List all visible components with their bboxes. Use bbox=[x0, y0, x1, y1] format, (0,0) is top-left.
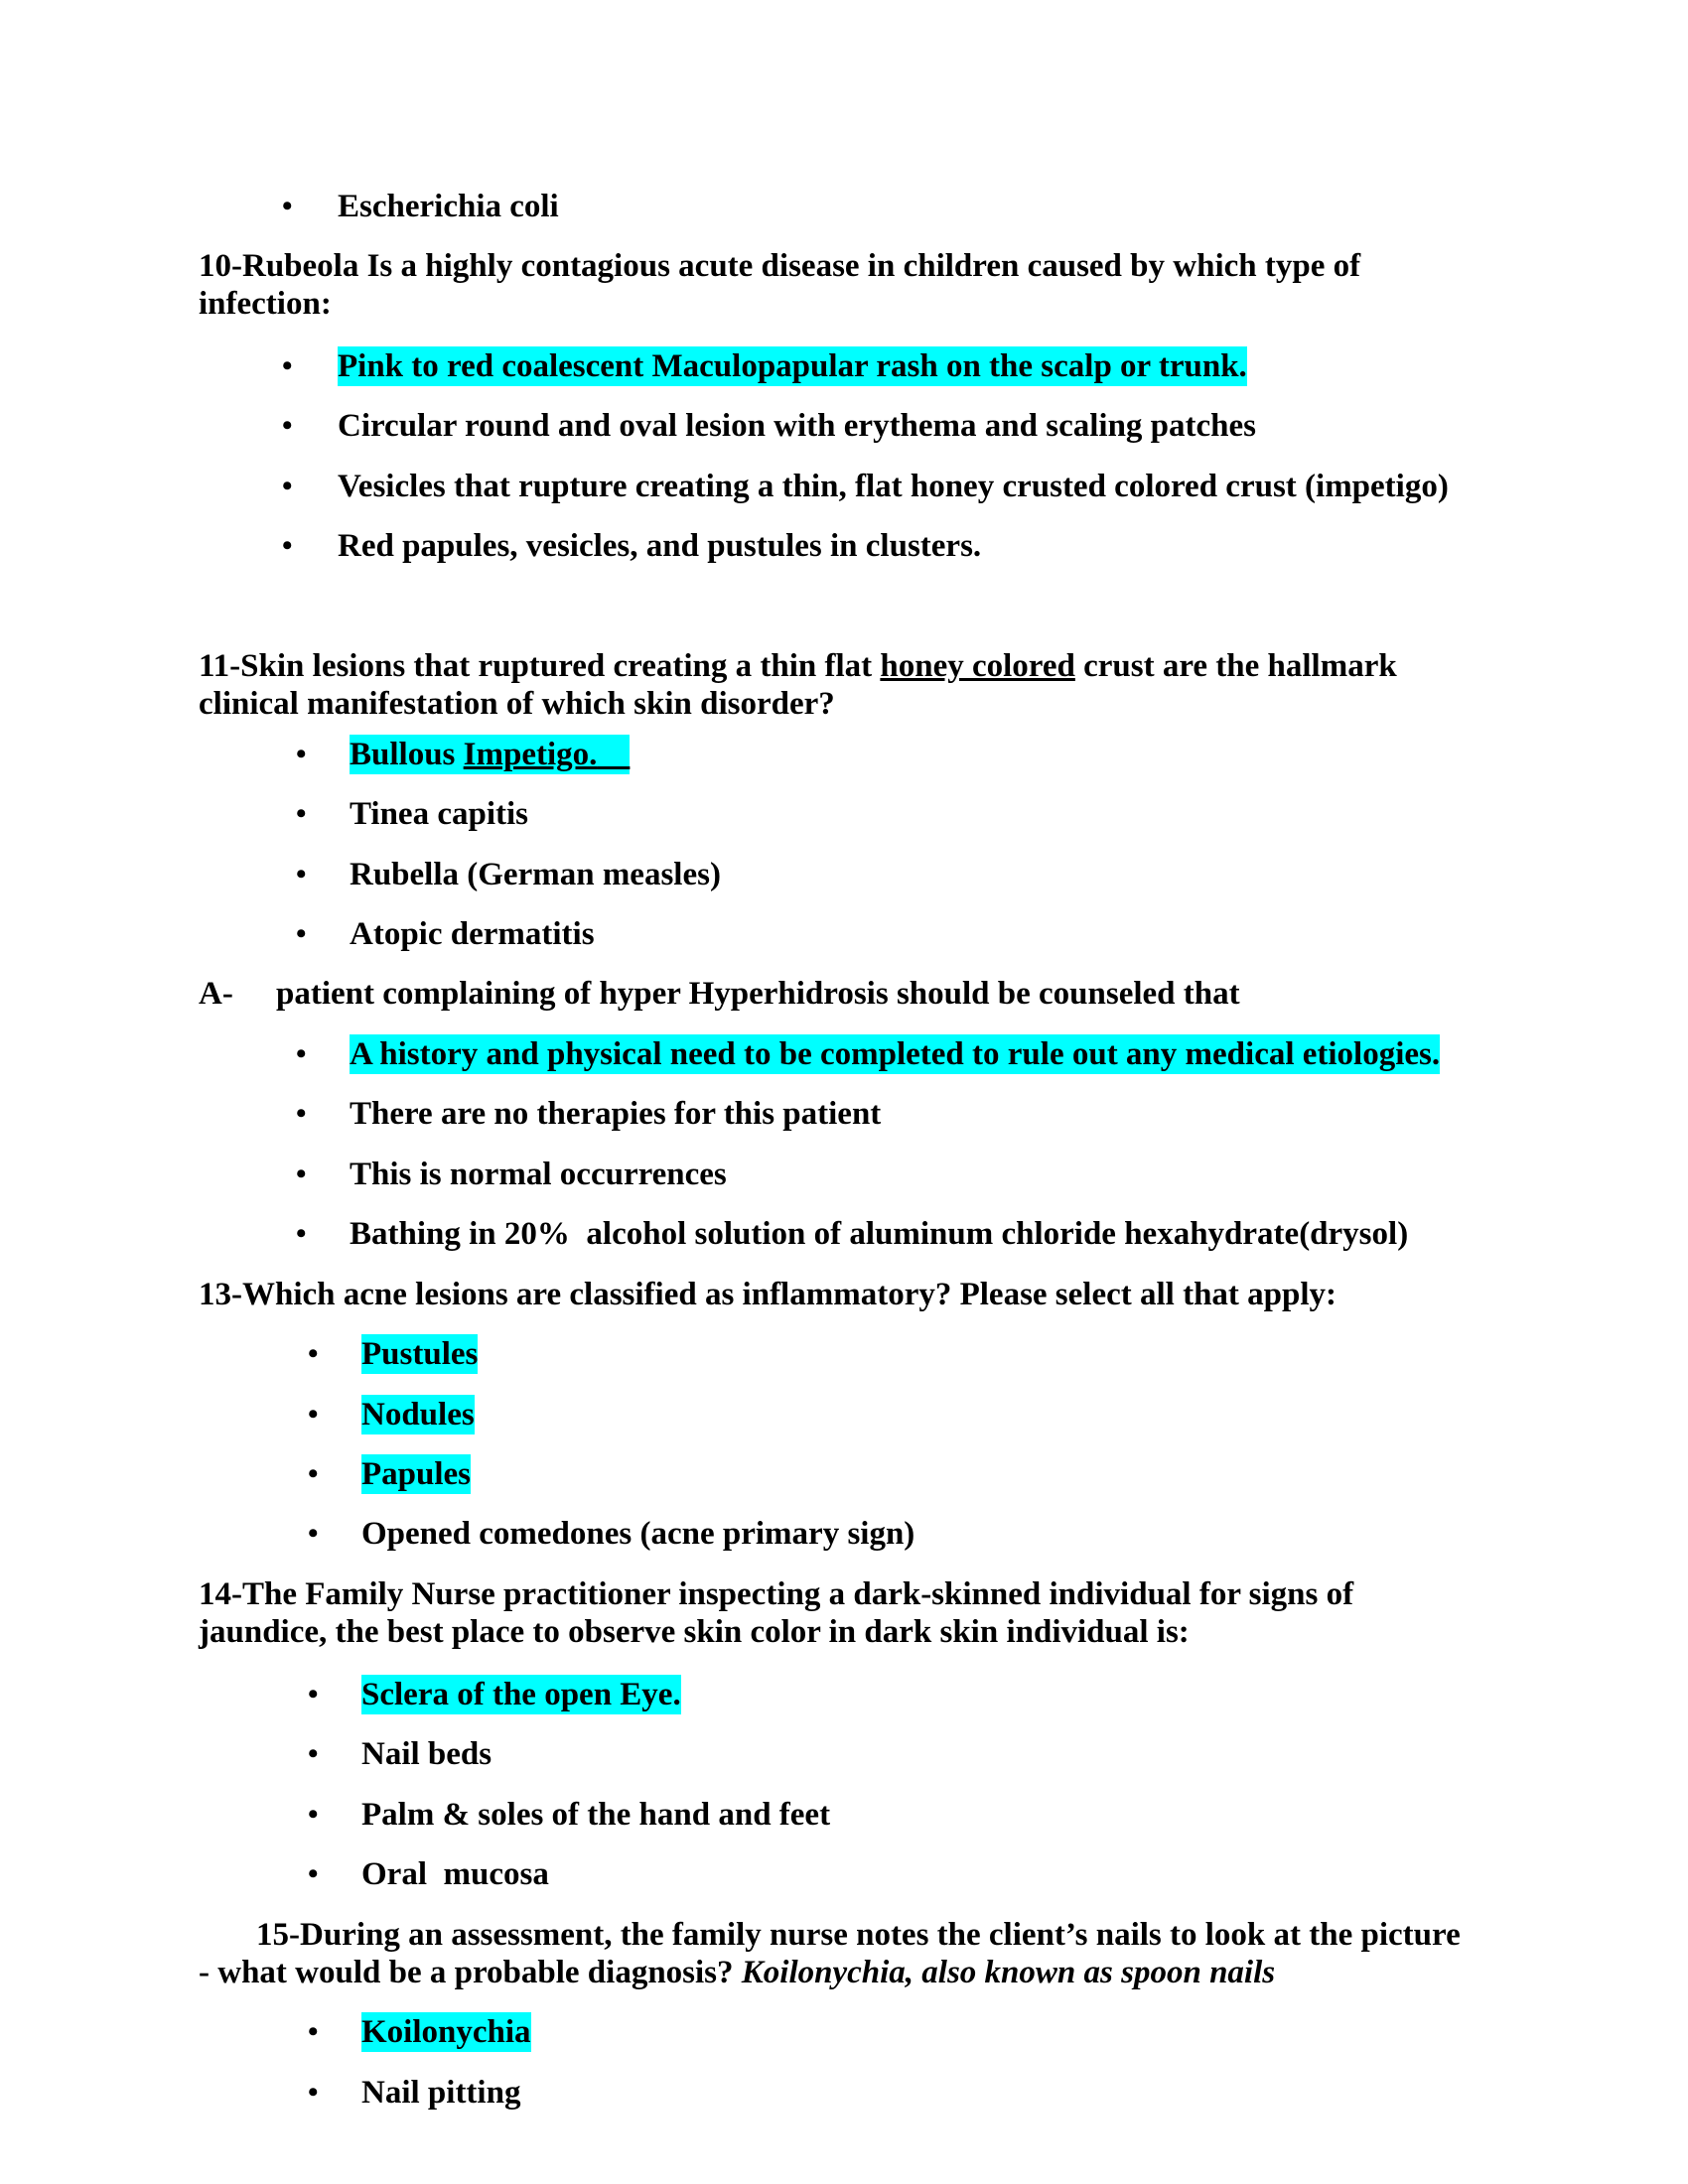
q12-option-1-correct: A history and physical need to be completed to rule out any medical etiologies. bbox=[350, 1036, 1441, 1072]
q11-underlined-text: honey colored bbox=[880, 648, 1075, 684]
q11-option-3: Rubella (German measles) bbox=[350, 857, 721, 892]
q13-option-1-correct: Pustules bbox=[361, 1336, 479, 1372]
q12-option-3: This is normal occurrences bbox=[350, 1157, 727, 1192]
q14-question-line1: 14-The Family Nurse practitioner inspecting a dark-skinned individual for signs of bbox=[199, 1576, 1354, 1612]
bullet-icon: • bbox=[296, 1217, 307, 1250]
bullet-icon: • bbox=[282, 349, 293, 382]
q12-option-4: Bathing in 20% alcohol solution of aluminum chloride hexahydrate(drysol) bbox=[350, 1216, 1409, 1252]
q10-option-3: Vesicles that rupture creating a thin, flat honey crusted colored crust (impetigo) bbox=[338, 469, 1449, 504]
bullet-icon: • bbox=[308, 1678, 319, 1710]
carry-over-option: Escherichia coli bbox=[338, 189, 559, 224]
q11-question-line1 bbox=[199, 646, 1397, 686]
bullet-icon: • bbox=[296, 738, 307, 770]
q15-italic-note: Koilonychia, also known as spoon nails bbox=[741, 1955, 1276, 1990]
q11-opt1-text: Bullous bbox=[350, 737, 464, 772]
q14-option-1-correct: Sclera of the open Eye. bbox=[361, 1677, 681, 1712]
q11-option-1-correct bbox=[350, 735, 630, 774]
bullet-icon: • bbox=[308, 1517, 319, 1550]
bullet-icon: • bbox=[282, 409, 293, 442]
q11-text-a: 11-Skin lesions that ruptured creating a thin flat bbox=[199, 648, 881, 684]
q11-opt1-underlined: Impetigo. bbox=[463, 737, 598, 772]
bullet-icon: • bbox=[282, 190, 293, 222]
bullet-icon: • bbox=[308, 2015, 319, 2048]
q13-option-4: Opened comedones (acne primary sign) bbox=[361, 1516, 915, 1552]
bullet-icon: • bbox=[296, 858, 307, 890]
q10-option-2: Circular round and oval lesion with erythema and scaling patches bbox=[338, 408, 1257, 444]
q11-text-b: crust are the hallmark bbox=[1074, 648, 1397, 684]
q11-question-line2: clinical manifestation of which skin disorder? bbox=[199, 686, 835, 722]
bullet-icon: • bbox=[308, 1798, 319, 1831]
q14-question-line2: jaundice, the best place to observe skin color in dark skin individual is: bbox=[199, 1614, 1190, 1650]
q10-option-1-correct: Pink to red coalescent Maculopapular rash on the scalp or trunk. bbox=[338, 348, 1247, 384]
bullet-icon: • bbox=[308, 1457, 319, 1490]
bullet-icon: • bbox=[308, 1398, 319, 1431]
q15-question-line2 bbox=[199, 1953, 1275, 1992]
bullet-icon: • bbox=[296, 1037, 307, 1070]
bullet-icon: • bbox=[308, 1337, 319, 1370]
q14-option-2: Nail beds bbox=[361, 1736, 492, 1772]
bullet-icon: • bbox=[308, 1737, 319, 1770]
q10-option-4: Red papules, vesicles, and pustules in clusters. bbox=[338, 528, 982, 564]
q13-option-2-correct: Nodules bbox=[361, 1397, 475, 1433]
bullet-icon: • bbox=[296, 1097, 307, 1130]
q10-question-line1: 10-Rubeola Is a highly contagious acute disease in children caused by which type of bbox=[199, 248, 1361, 284]
bullet-icon: • bbox=[282, 529, 293, 562]
q13-option-3-correct: Papules bbox=[361, 1456, 472, 1492]
q15-option-2: Nail pitting bbox=[361, 2075, 521, 2111]
q11-opt1-underline-pad bbox=[597, 737, 630, 772]
q12-question: patient complaining of hyper Hyperhidrosis should be counseled that bbox=[276, 976, 1240, 1012]
q12-option-2: There are no therapies for this patient bbox=[350, 1096, 882, 1132]
q14-option-4: Oral mucosa bbox=[361, 1856, 549, 1892]
q15-question-line1: 15-During an assessment, the family nurse notes the client’s nails to look at the picture bbox=[256, 1917, 1461, 1953]
bullet-icon: • bbox=[296, 1158, 307, 1190]
q11-option-4: Atopic dermatitis bbox=[350, 916, 595, 952]
bullet-icon: • bbox=[296, 797, 307, 830]
q13-question: 13-Which acne lesions are classified as inflammatory? Please select all that apply: bbox=[199, 1277, 1337, 1312]
q12-label: A- bbox=[199, 976, 233, 1012]
q11-option-2: Tinea capitis bbox=[350, 796, 529, 832]
bullet-icon: • bbox=[296, 917, 307, 950]
q15-text: - what would be a probable diagnosis? bbox=[199, 1955, 742, 1990]
bullet-icon: • bbox=[308, 1857, 319, 1890]
q14-option-3: Palm & soles of the hand and feet bbox=[361, 1797, 831, 1833]
bullet-icon: • bbox=[282, 470, 293, 502]
q15-option-1-correct: Koilonychia bbox=[361, 2014, 531, 2050]
q10-question-line2: infection: bbox=[199, 286, 332, 322]
bullet-icon: • bbox=[308, 2076, 319, 2109]
